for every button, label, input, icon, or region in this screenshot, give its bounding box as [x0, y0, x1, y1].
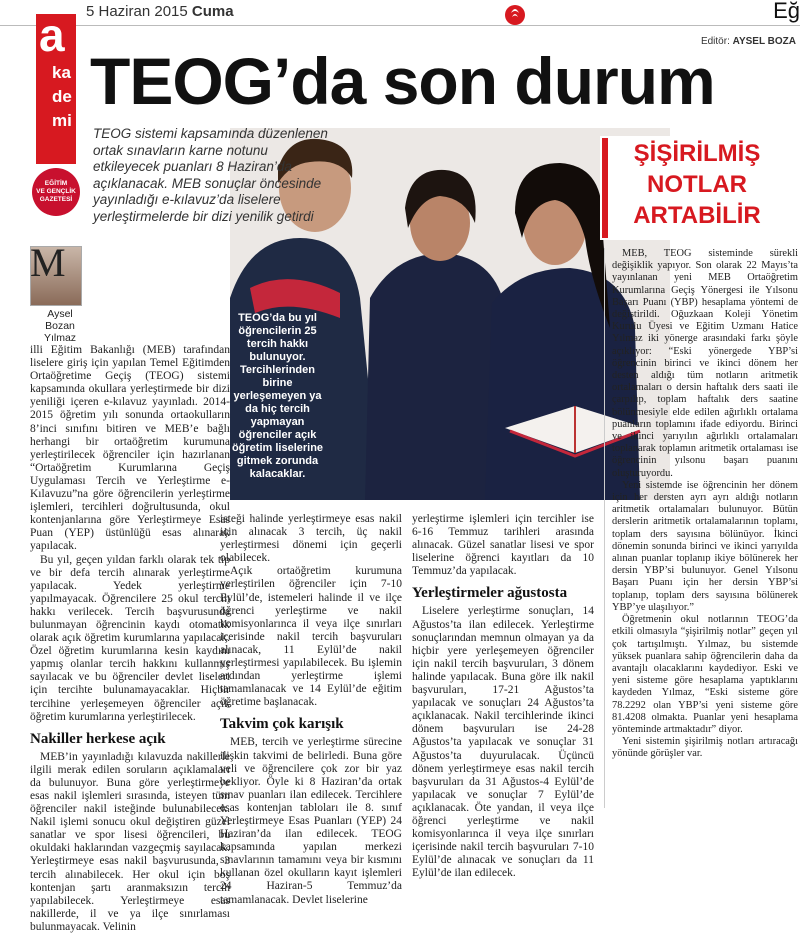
supplement-badge	[32, 168, 80, 216]
badge-line-3: GAZETESİ	[39, 196, 73, 203]
paragraph: Bu yıl, geçen yıldan farklı olarak tek tip ve bir defa tercih alınarak yerleştirme yapılacak. Yedek yerleştirme yapılmayacak. Öğrencilere 25 okul tercih hakkı verilecek. Tercih başvurusunda bulunmayan öğrencinin kaydı otomatik olarak açık öğretim kurumlarına yapılacak. Özel öğretim kurumlarına kesin kaydını yapmış olanlar tercih hakkını kullanmış sayılacak ve bu öğrenciler devlet liseleri için tercihte bulunamayacaklar. Hiçbir tercihine yerleşemeyen öğrenciler açık öğretim kurumlarına yerleştirilecek.	[30, 553, 230, 723]
paragraph: Yeni sistemde ise öğrencinin her dönem için her dersten ayrı ayrı aldığı notların aritmetik ortalamaları bulunuyor. Bütün derslerin aritmetik ortalamalarının toplamı, toplam ders sayısına bölünüyor. İkinci dönemin sonunda birinci ve ikinci yarıyılda alınan puanlar toplanıp ikiye bölünerek her dersin YBP’si bulunuyor. Genel Yılsonu Başarı Puanı için her dersin YBP’si toplanıp, toplam ders sayısına bölünerek YBP’ye ulaşılıyor.”	[612, 479, 798, 613]
paragraph: yerleştirme işlemleri için tercihler ise 6-16 Temmuz tarihleri arasında alınacak. Güzel sanatlar lisesi ve spor liselerine öğrenci kayıtları da 10 Temmuz’da yapılacak.	[412, 513, 594, 578]
paragraph: Öğretmenin okul notlarının TEOG’da etkili olmasıyla “şişirilmiş notlar” geçen yıl çok tartışılmıştı. Yılmaz, bu sistemde yüksek puanlara sahip öğrencilerin daha da avantajlı olacaklarını kaydediyor. Eski ve yeni sisteme göre hesaplama yaptıklarını kaydeden Yılmaz, “Eski sisteme göre 78.2292 olan YBP’si yeni sisteme göre 81.4208 olmakta. Puanlar yeni hesaplama yönteminde artmaktadır” diyor.	[612, 614, 798, 735]
sidebar-headline-line-3: ARTABİLİR	[633, 202, 761, 229]
subheading-yerlestirmeler: Yerleştirmeler ağustosta	[412, 585, 568, 602]
paragraph: MEB’in yayınladığı kılavuzda nakillerle ilgili merak edilen soruların açıklamaları da bulunuyor. Buna göre yerleştirmeye esas nakil işlemleri sırasında, isteyen tüm öğrenciler nakil isteğinde bulunabilecek. Nakil işlemi sonucu okul değiştiren güzel sanatlar ve spor lisesi öğrencileri, bu okuldaki haklarından vazgeçmiş sayılacak. Yerleştirmeye esas nakil başvurusunda, 3 tercih alınabilecek. Her okul için boş kontenjan şartı aranmaksızın tercih yapılabilecek. Yerleştirmeye esas nakillerde, il ve ya ilçe sınırlaması bulunmayacak. Velinin	[30, 750, 230, 933]
article-column-4	[612, 248, 798, 813]
photo-caption: TEOG’da bu yıl öğrencilerin 25 tercih hakkı bulunuyor. Tercihlerinden birine yerleşemeyen ya da hiç tercih yapmayan öğrenciler açık öğretim liselerine gitmek zorunda kalacaklar.	[231, 312, 324, 480]
article-headline: TEOG’da son durum	[90, 44, 715, 118]
logo-syllable-2: de	[52, 87, 72, 106]
sidebar-headline-box	[600, 136, 794, 240]
paragraph: Açık ortaöğretim kurumuna yerleştirilen öğrenciler için 7-10 Eylül’de, istemeleri halinde il ve ilçe öğrenci yerleştirme ve nakil komisyonlarınca il veya ilçe sınırları içerisinde nakil tercih başvuruları alınacak, 11 Eylül’de nakil yerleştirmesi yapılabilecek. Bu işlemin ardından yerleştirme işlemi tamamlanacak ve 14 Eylül’de eğitim öğretime başlanacak.	[220, 565, 402, 709]
sidebar-headline-line-1: ŞİŞİRİLMİŞ	[633, 140, 761, 167]
author-middle-name: Bozan	[45, 320, 75, 332]
author-last-name: Yılmaz	[43, 332, 77, 344]
day-text: Cuma	[191, 3, 234, 20]
logo-letter-a: a	[39, 9, 65, 61]
subheading-nakiller: Nakiller herkese açık	[30, 730, 166, 747]
paragraph: Liselere yerleştirme sonuçları, 14 Ağustos’ta ilan edilecek. Yerleştirme sonuçlarından memnun olmayan ya da hiçbir yere yerleşemeyen öğrenciler için nakil tercih başvuruları, 3 dönem halinde yapılacak. Buna göre ilk nakil başvuruları, 17-21 Ağustos’ta yapılacak ve sonuçları 24 Ağustos’ta açıklanacak. Nakil tercihlerinde ikinci dönem başvuruları ise 24-28 Ağustos’ta yapılacak ve sonuçlar 31 Ağustos’ta duyurulacak. Üçüncü dönem yerleştirmeye esas nakil tercih başvuruları da 31 Ağustos-4 Eylül’de yapılacak ve sonuçlar 7 Eylül’de açıklanacak. Öte yandan, il veya ilçe öğrenci yerleştirme ve nakil komisyonlarınca il veya ilçe sınırları içerisinde nakil tercih başvuruları 7-10 Eylül’de alınacak ve sonuçları da 11 Eylül’de ilan edilecek.	[412, 605, 594, 880]
badge-line-1: EĞİTİM	[44, 180, 68, 187]
logo-syllable-1: ka	[52, 63, 71, 82]
column-divider	[604, 248, 605, 808]
logo-syllable-3: mi	[52, 111, 72, 130]
article-lead: TEOG sistemi kapsamında düzenlenen ortak sınavların karne notunu etkileyecek puanları 8 Haziran’da açıklanacak. MEB sonuçlar öncesinde yayınladığı e-kılavuz’da liselere yerleştirmelerde bir dizi yenilik getirdi	[93, 126, 328, 224]
issue-date	[86, 3, 234, 20]
subheading-takvim: Takvim çok karışık	[220, 716, 344, 733]
section-logo-akademi	[36, 9, 76, 164]
sidebar-headline-line-2: NOTLAR	[647, 171, 747, 198]
paragraph: MEB, TEOG sisteminde sürekli değişiklik yapıyor. Son olarak 22 Mayıs’ta yayınlanan yeni MEB Ortaöğretim Kurumlarına Geçiş Yönergesi ile Yılsonu Başarı Puanı (YBP) hesaplama yöntemi de değiştirildi. Oğuzkaan Koleji Yönetim Kurulu Üyesi ve Eğitim Uzmanı Hatice Yılmaz iki yönerge arasındaki farkı şöyle açıklıyor: “Eski yönergede YBP’si öğrencinin birinci ve ikinci dönem her desten aldığı tüm notların aritmetik ortalamaları o dersin haftalık ders saati ile çarpılıp, toplam haftalık ders saatine bölünmesiyle elde edilen ağırlıklı ortalama puanların toplamını ifade ediyordu. Birinci ve ikinci yarıyılın ağırlıklı ortalamaları toplanarak toplamın aritmetik ortalaması ise öğrencinin yılsonu başarı puanını oluşturuyordu.	[612, 248, 798, 479]
paragraph: Yeni sistemin şişirilmiş notları artıracağı yönünde görüşler var.	[612, 736, 798, 760]
article-column-3	[412, 513, 594, 880]
paragraph: isteği halinde yerleştirmeye esas nakil için alınacak 3 tercih, üç nakil yerleştirmesi dönemi için geçerli olabilecek.	[220, 513, 402, 565]
page-edge-text: Eğ	[773, 0, 800, 23]
date-text: 5 Haziran 2015	[86, 3, 188, 20]
sidebar-accent-bar	[602, 138, 608, 238]
paragraph: MEB, tercih ve yerleştirme sürecine ilişkin takvimi de belirledi. Buna göre veli ve öğrencilere çok zor bir yaz bekliyor. Öyle ki 8 Haziran’da ortak sınav puanları ilan edilecek. Tercihlere esas kontenjan tabloları ile 8. sınıf Yerleştirmeye Esas Puanları (YEP) 24 Haziran’da ilan edilecek. TEOG kapsamında yapılan merkezi sınavlarının tamamını veya bir kısmını kullanan özel okulların kayıt işlemleri 24 Haziran-5 Temmuz’da tamamlanacak. Devlet liselerine	[220, 736, 402, 906]
top-bar	[0, 0, 800, 26]
editor-credit	[701, 36, 796, 47]
newspaper-logo-icon	[503, 0, 527, 26]
author-first-name: Aysel	[47, 308, 73, 320]
editor-name: AYSEL BOZA	[732, 36, 796, 47]
badge-line-2: VE GENÇLİK	[36, 188, 76, 195]
article-column-1	[30, 240, 230, 933]
intro-text: illi Eğitim Bakanlığı (MEB) tarafından liselere giriş için yapılan Temel Eğitimden Ortaöğretime Geçiş (TEOG) sistemi kapsamında okullara yerleştirmede bir dizi yeniliği içeren e-kılavuz yayınladı. 2014-2015 öğretim yılı sonunda ortaokulların 8’inci sınıfını bitiren ve MEB’e bağlı herhangi bir ortaöğretim kurumuna yerleştirilecek öğrenciler için hazırlanan “Ortaöğretim Kurumlarına Geçiş Uygulaması Tercih ve Yerleştirme e-Kılavuzu”na göre öğrencilerin yerleştirme işlemleri, tercihleri doğrultusunda, okul kontenjanlarına göre Yerleştirmeye Esas Puan (YEP) üstünlüğü esas alınarak yapılacak.	[30, 344, 230, 553]
drop-cap: M	[30, 240, 66, 285]
article-column-2	[220, 513, 402, 906]
editor-label: Editör:	[700, 36, 730, 47]
